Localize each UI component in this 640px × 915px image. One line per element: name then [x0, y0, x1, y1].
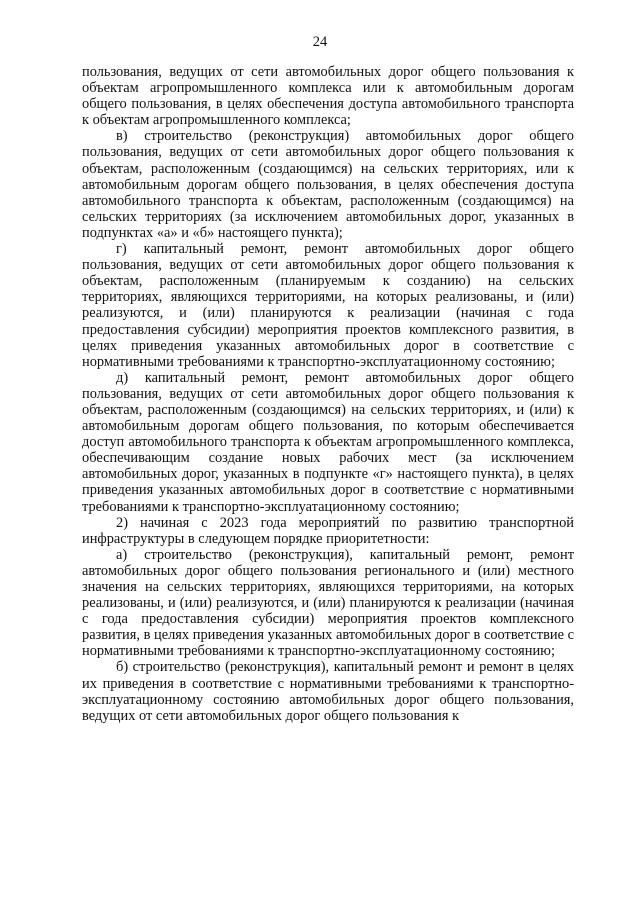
paragraph-item-a: а) строительство (реконструкция), капитальный ремонт, ремонт автомобильных дорог общего пользования регионального и (или) местного значения на сельских территориях, являющихся территориями, на которых реализованы, и (или) реализуются, и (или) планируются к реализации (начиная с года предоставления субсидии) мероприятия проектов комплексного развития, в целях приведения указанных автомобильных дорог в соответствие с нормативными требованиями к транспортно-эксплуатационному состоянию;: [82, 546, 574, 660]
paragraph-item-v: в) строительство (реконструкция) автомобильных дорог общего пользования, ведущих от сети автомобильных дорог общего пользования к объектам, расположенным (создающимся) на сельских территориях, или к автомобильным дорогам общего пользования, в целях обеспечения доступа автомобильного транспорта к объектам, расположенным (создающимся) на сельских территориях (за исключением автомобильных дорог, указанных в подпунктах «а» и «б» настоящего пункта);: [82, 128, 574, 241]
paragraph-item-d: д) капитальный ремонт, ремонт автомобильных дорог общего пользования, ведущих от сети автомобильных дорог общего пользования к объектам, расположенным (создающимся) на сельских территориях, и (или) к автомобильным дорогам общего пользования, по которым обеспечивается доступ автомобильного транспорта к объектам агропромышленного комплекса, обеспечивающим создание новых рабочих мест (за исключением автомобильных дорог, указанных в подпункте «г» настоящего пункта), в целях приведения указанных автомобильных дорог в соответствие с нормативными требованиями к транспортно-эксплуатационному состоянию;: [82, 369, 574, 515]
paragraph-continuation: пользования, ведущих от сети автомобильных дорог общего пользования к объектам агропромышленного комплекса или к автомобильным дорогам общего пользования, в целях обеспечения доступа автомобильного транспорта к объектам агропромышленного комплекса;: [82, 64, 574, 129]
paragraph-item-2: 2) начиная с 2023 года мероприятий по развитию транспортной инфраструктуры в следующем порядке приоритетности:: [82, 514, 574, 547]
document-body: [82, 64, 574, 724]
paragraph-item-g: г) капитальный ремонт, ремонт автомобильных дорог общего пользования, ведущих от сети автомобильных дорог общего пользования к объектам, расположенным (планируемым к созданию) на сельских территориях, являющихся территориями, на которых реализованы, и (или) реализуются, и (или) планируются к реализации (начиная с года предоставления субсидии) мероприятия проектов комплексного развития, в целях приведения указанных автомобильных дорог в соответствие с нормативными требованиями к транспортно-эксплуатационному состоянию;: [82, 241, 574, 370]
paragraph-item-b: б) строительство (реконструкция), капитальный ремонт и ремонт в целях их приведения в соответствие с нормативными требованиями к транспортно-эксплуатационному состоянию автомобильных дорог общего пользования, ведущих от сети автомобильных дорог общего пользования к: [82, 659, 574, 724]
page-number: 24: [312, 34, 328, 50]
